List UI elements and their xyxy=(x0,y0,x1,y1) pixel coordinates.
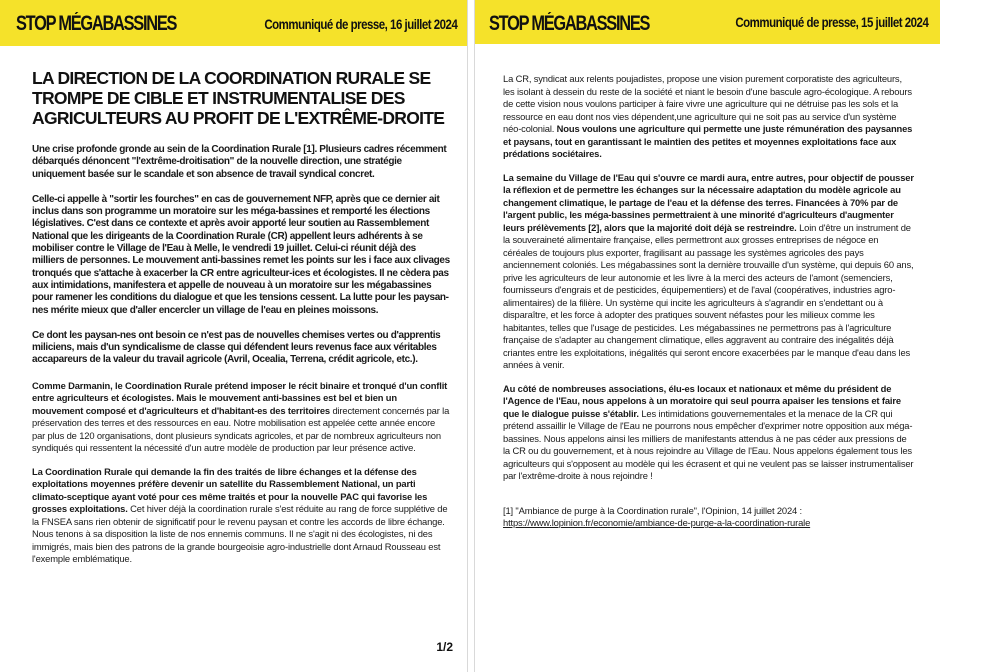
paragraph xyxy=(32,194,450,317)
footnote xyxy=(503,505,915,530)
paragraph-text: Les intimidations gouvernementales et la menace de la CR qui prétend assaillir le Village de l'Eau ne pourrons nous empêcher d'exprimer notre opposition aux méga-bassines. Nous appelons ainsi les milliers de manifestants attendus à ne pas céder aux pressions de la CR ou du gouvernement, et à nous rejoindre au Village de l'Eau. Nous appelons également tous les agriculteurs qui s'opposent au modèle qui les écrasent et qui ne veulent pas se laisser instrumentaliser par l'extrême-droite à nous rejoindre ! xyxy=(503,407,914,481)
paragraph-text: Cet hiver déjà la coordination rurale s'est réduite au rang de force supplétive de la FNSEA sans rien obtenir de significatif pour le revenu paysan et contre les accords de libre échange. Nous tenons à sa disposition la liste de nos ennemis communs. Il ne s'agit ni des écologistes, ni des immigrés, mais bien des patrons de la grande bourgeoisie agro-industrielle dont Arnaud Rousseau est l'exemple emblématique. xyxy=(32,503,448,565)
page-title: LA DIRECTION DE LA COORDINATION RURALE SE TROMPE DE CIBLE ET INSTRUMENTALISE DES AGRICULTEURS AU PROFIT DE L'EXTRÊME-DROITE xyxy=(32,68,445,128)
paragraph-bold-text: Nous voulons une agriculture qui permette une juste rémunération des paysannes et paysans, tout en garantissant le maintien des petites et moyennes exploitations face aux prédations sociétaires. xyxy=(503,123,913,159)
press-release-page-2 xyxy=(474,0,940,672)
footnote-text: [1] "Ambiance de purge à la Coordination rurale", l'Opinion, 14 juillet 2024 : xyxy=(503,504,803,516)
paragraph-bold-text: La semaine du Village de l'Eau qui s'ouvre ce mardi aura, entre autres, pour objectif de pousser la réflexion et de permettre les échanges sur la nécessaire adaptation du modèle agricole au changement climatique, le partage de l'eau et la défense des terres. Financées à 70% par de l'argent public, les méga-bassines permettraient à une minorité d'agriculteurs d'augmenter leurs prélèvements [2], alors que la majorité doit déjà se restreindre. xyxy=(503,171,914,233)
paragraph xyxy=(503,73,915,161)
paragraph xyxy=(32,330,450,367)
press-release-page-1 xyxy=(0,0,468,672)
release-date-line: Communiqué de presse, 16 juillet 2024 xyxy=(264,16,457,32)
footnote-link[interactable]: https://www.lopinion.fr/economie/ambiance-de-purge-a-la-coordination-rurale xyxy=(503,517,811,528)
paragraph-text: Loin d'être un instrument de la souveraineté alimentaire française, elles permettront aux grosses entreprises de négoce en céréales de toujours plus exporter, fragilisant au passage les systèmes agricoles des pays anciennement coloniés. Les mégabassines sont la dernière trouvaille d'un système, qui depuis 60 ans, prive les agriculteurs de leur autonomie et les livre à la merci des acteurs de l'amont (semenciers, fournisseurs d'engrais et de pesticides, équipementiers) et de l'aval (coopératives, industries agro-alimentaires) de la filière. Un système qui incite les agriculteurs à s'agrandir en s'endettant ou à disparaître, et les force à adopter des pratiques souvent néfastes pour les milieux comme les habitantes, telles que l'usage de pesticides. Les mégabassines ne permettrons pas à l'agriculture française de s'adapter au changement climatique, elles aggravent au contraire des inégalités déjà criantes entre les exploitations, inégalités qui seront encore exacerbées par le manque d'eau dans les années à venir. xyxy=(503,221,914,370)
paragraph xyxy=(32,466,450,566)
paragraph-bold-text: La Coordination Rurale qui demande la fin des traités de libre échanges et la défense des exploitations moyennes préfère devenir un satellite du Rassemblement National, un parti climato-sceptique ayant voté pour ces même traités et pour la nouvelle PAC qui favorise les grosses exploitations. xyxy=(32,465,428,515)
header-banner xyxy=(475,0,940,44)
brand-logo-text: STOP MÉGABASSINES xyxy=(489,12,650,35)
header-banner xyxy=(0,0,467,46)
paragraph-text: La CR, syndicat aux relents poujadistes, propose une vision purement corporatiste des agriculteurs, les isolant à dessein du reste de la société et niant le besoin d'une bascule agro-écologique. A rebours de cette vision nous voulons participer à faire vivre une agriculture qui ne détruise pas les sols et la ressource en eau dont nos vies dépendent,une agriculture qui ne soit pas au service d'un système néo-colonial. xyxy=(503,73,912,134)
article-body xyxy=(503,73,915,541)
paragraph xyxy=(32,380,450,455)
release-date-line: Communiqué de presse, 15 juillet 2024 xyxy=(735,14,928,30)
paragraph-bold-text: Comme Darmanin, le Coordination Rurale prétend imposer le récit binaire et tronqué d'un conflit entre agriculteurs et écologistes. Mais le mouvement anti-bassines est bel et bien un mouvement composé et d'agriculteurs et d'habitant-es des territoires xyxy=(32,379,448,416)
paragraph xyxy=(32,144,450,181)
paragraph-bold-text: Au côté de nombreuses associations, élu-es locaux et nationaux et même du président de l'Agence de l'Eau, nous appelons à un moratoire qui seul pourra apaiser les tensions et faire que le dialogue puisse s'établir. xyxy=(503,382,901,419)
page-number: 1/2 xyxy=(436,640,453,654)
paragraph-text: Une crise profonde gronde au sein de la Coordination Rurale [1]. Plusieurs cadres récemment débarqués dénoncent "l'extrême-droitisation" de la nouvelle direction, une stratégie uniquement basée sur le scandale et son absence de travail syndical concret. xyxy=(32,144,447,180)
paragraph xyxy=(503,383,915,483)
paragraph-text: Celle-ci appelle à "sortir les fourches" en cas de gouvernement NFP, après que ce dernier ait inclus dans son programme un moratoire sur les méga-bassines et remporté les élections législatives. C'est dans ce contexte et après avoir apporté leur soutien au Rassemblement National que les dirigeants de la Coordination Rurale (CR) appellent leurs adhérents à se mobiliser contre le Village de l'Eau à Melle, le vendredi 19 juillet. Celui-ci réunit déjà des milliers de personnes. Le mouvement anti-bassines remet les points sur les i face aux clivages tronqués que s'attache à exacerber la CR entre agriculteur-ices et écologistes. Il ne cèdera pas aux intimidations, manifestera et appelle de nouveau à un moratoire sur les mégabassines pour ramener les conditions du dialogue et que les tensions cessent. La lutte pour les paysan-nes mérite mieux que d'aller encercler un village de l'eau en pleines moissons. xyxy=(32,193,450,316)
paragraph-text: Ce dont les paysan-nes ont besoin ce n'est pas de nouvelles chemises vertes ou d'apprentis miliciens, mais d'un syndicalisme de classe qui défendent leurs revenus face aux véritables accapareurs de la valeur du travail agricole (Avril, Ocealia, Terrena, crédit agricole, etc.). xyxy=(32,329,441,366)
paragraph-text: directement concernés par la préservation des terres et des ressources en eau. Notre mobilisation est appelée cette année encore par plus de 120 organisations, dont plusieurs syndicats agricoles, et par de nombreux agriculteurs non syndiqués qui ressentent la nécessité d'un autre modèle de production par leur présence active. xyxy=(32,404,450,454)
paragraph xyxy=(503,172,915,372)
article-body xyxy=(32,68,450,577)
brand-logo-text: STOP MÉGABASSINES xyxy=(16,12,177,35)
